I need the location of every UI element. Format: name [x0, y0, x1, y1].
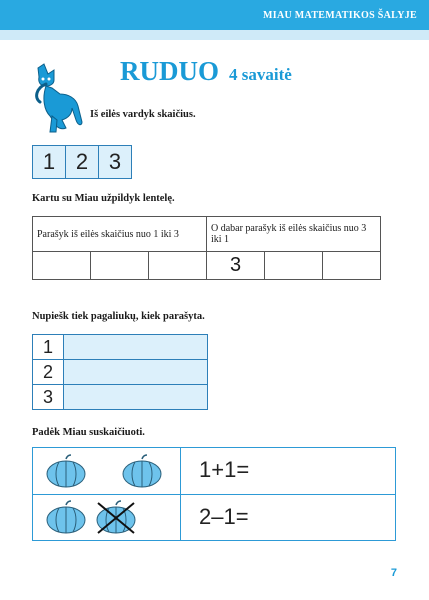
- pumpkin-icon: [121, 453, 163, 489]
- exercise4-instruction: Padėk Miau suskaičiuoti.: [32, 427, 145, 438]
- counting-row: [33, 495, 395, 541]
- counting-grid: [32, 447, 396, 541]
- tally-number: 3: [33, 385, 64, 410]
- left-column-header: Parašyk iš eilės skaičius nuo 1 iki 3: [33, 217, 207, 252]
- tally-row: [33, 360, 208, 385]
- number-strip: [32, 145, 132, 179]
- tally-drawing-area[interactable]: [64, 360, 208, 385]
- tally-row: [33, 335, 208, 360]
- fill-in-table: [32, 216, 381, 280]
- page-title: [120, 56, 292, 87]
- header-stripe: [0, 30, 429, 40]
- right-column-header: O dabar parašyk iš eilės skaičius nuo 3 iki 1: [207, 217, 381, 252]
- answer-cell[interactable]: [91, 252, 149, 280]
- tally-table: [32, 334, 208, 410]
- cat-icon: [32, 58, 84, 136]
- grid-divider: [180, 495, 181, 541]
- answer-cell[interactable]: [265, 252, 323, 280]
- tally-number: 1: [33, 335, 64, 360]
- number-cell: 2: [66, 146, 99, 178]
- equation-text: 2–1=: [199, 504, 249, 529]
- grid-divider: [180, 448, 181, 494]
- title-week: 4 savaitė: [229, 65, 292, 84]
- tally-drawing-area[interactable]: [64, 335, 208, 360]
- answer-cell[interactable]: [149, 252, 207, 280]
- answer-cell[interactable]: [323, 252, 381, 280]
- exercise2-instruction: Kartu su Miau užpildyk lentelę.: [32, 193, 175, 204]
- tally-row: [33, 385, 208, 410]
- exercise3-instruction: Nupiešk tiek pagaliukų, kiek parašyta.: [32, 311, 205, 322]
- number-cell: 3: [108, 149, 122, 174]
- exercise1-instruction: Iš eilės vardyk skaičius.: [90, 109, 196, 120]
- number-cell: 1: [33, 146, 66, 178]
- counting-row: [33, 448, 395, 495]
- title-season: RUDUO: [120, 56, 219, 86]
- equation-text: 1+1=: [199, 457, 250, 482]
- tally-number: 2: [33, 360, 64, 385]
- crossed-pumpkin-icon: [95, 499, 137, 535]
- pumpkin-icon: [45, 453, 87, 489]
- answer-cell[interactable]: [33, 252, 91, 280]
- answer-cell[interactable]: 3: [207, 252, 265, 280]
- tally-drawing-area[interactable]: [64, 385, 208, 410]
- header-title: MIAU MATEMATIKOS ŠALYJE: [263, 10, 417, 21]
- pumpkin-icon: [45, 499, 87, 535]
- page-number: 7: [390, 567, 397, 579]
